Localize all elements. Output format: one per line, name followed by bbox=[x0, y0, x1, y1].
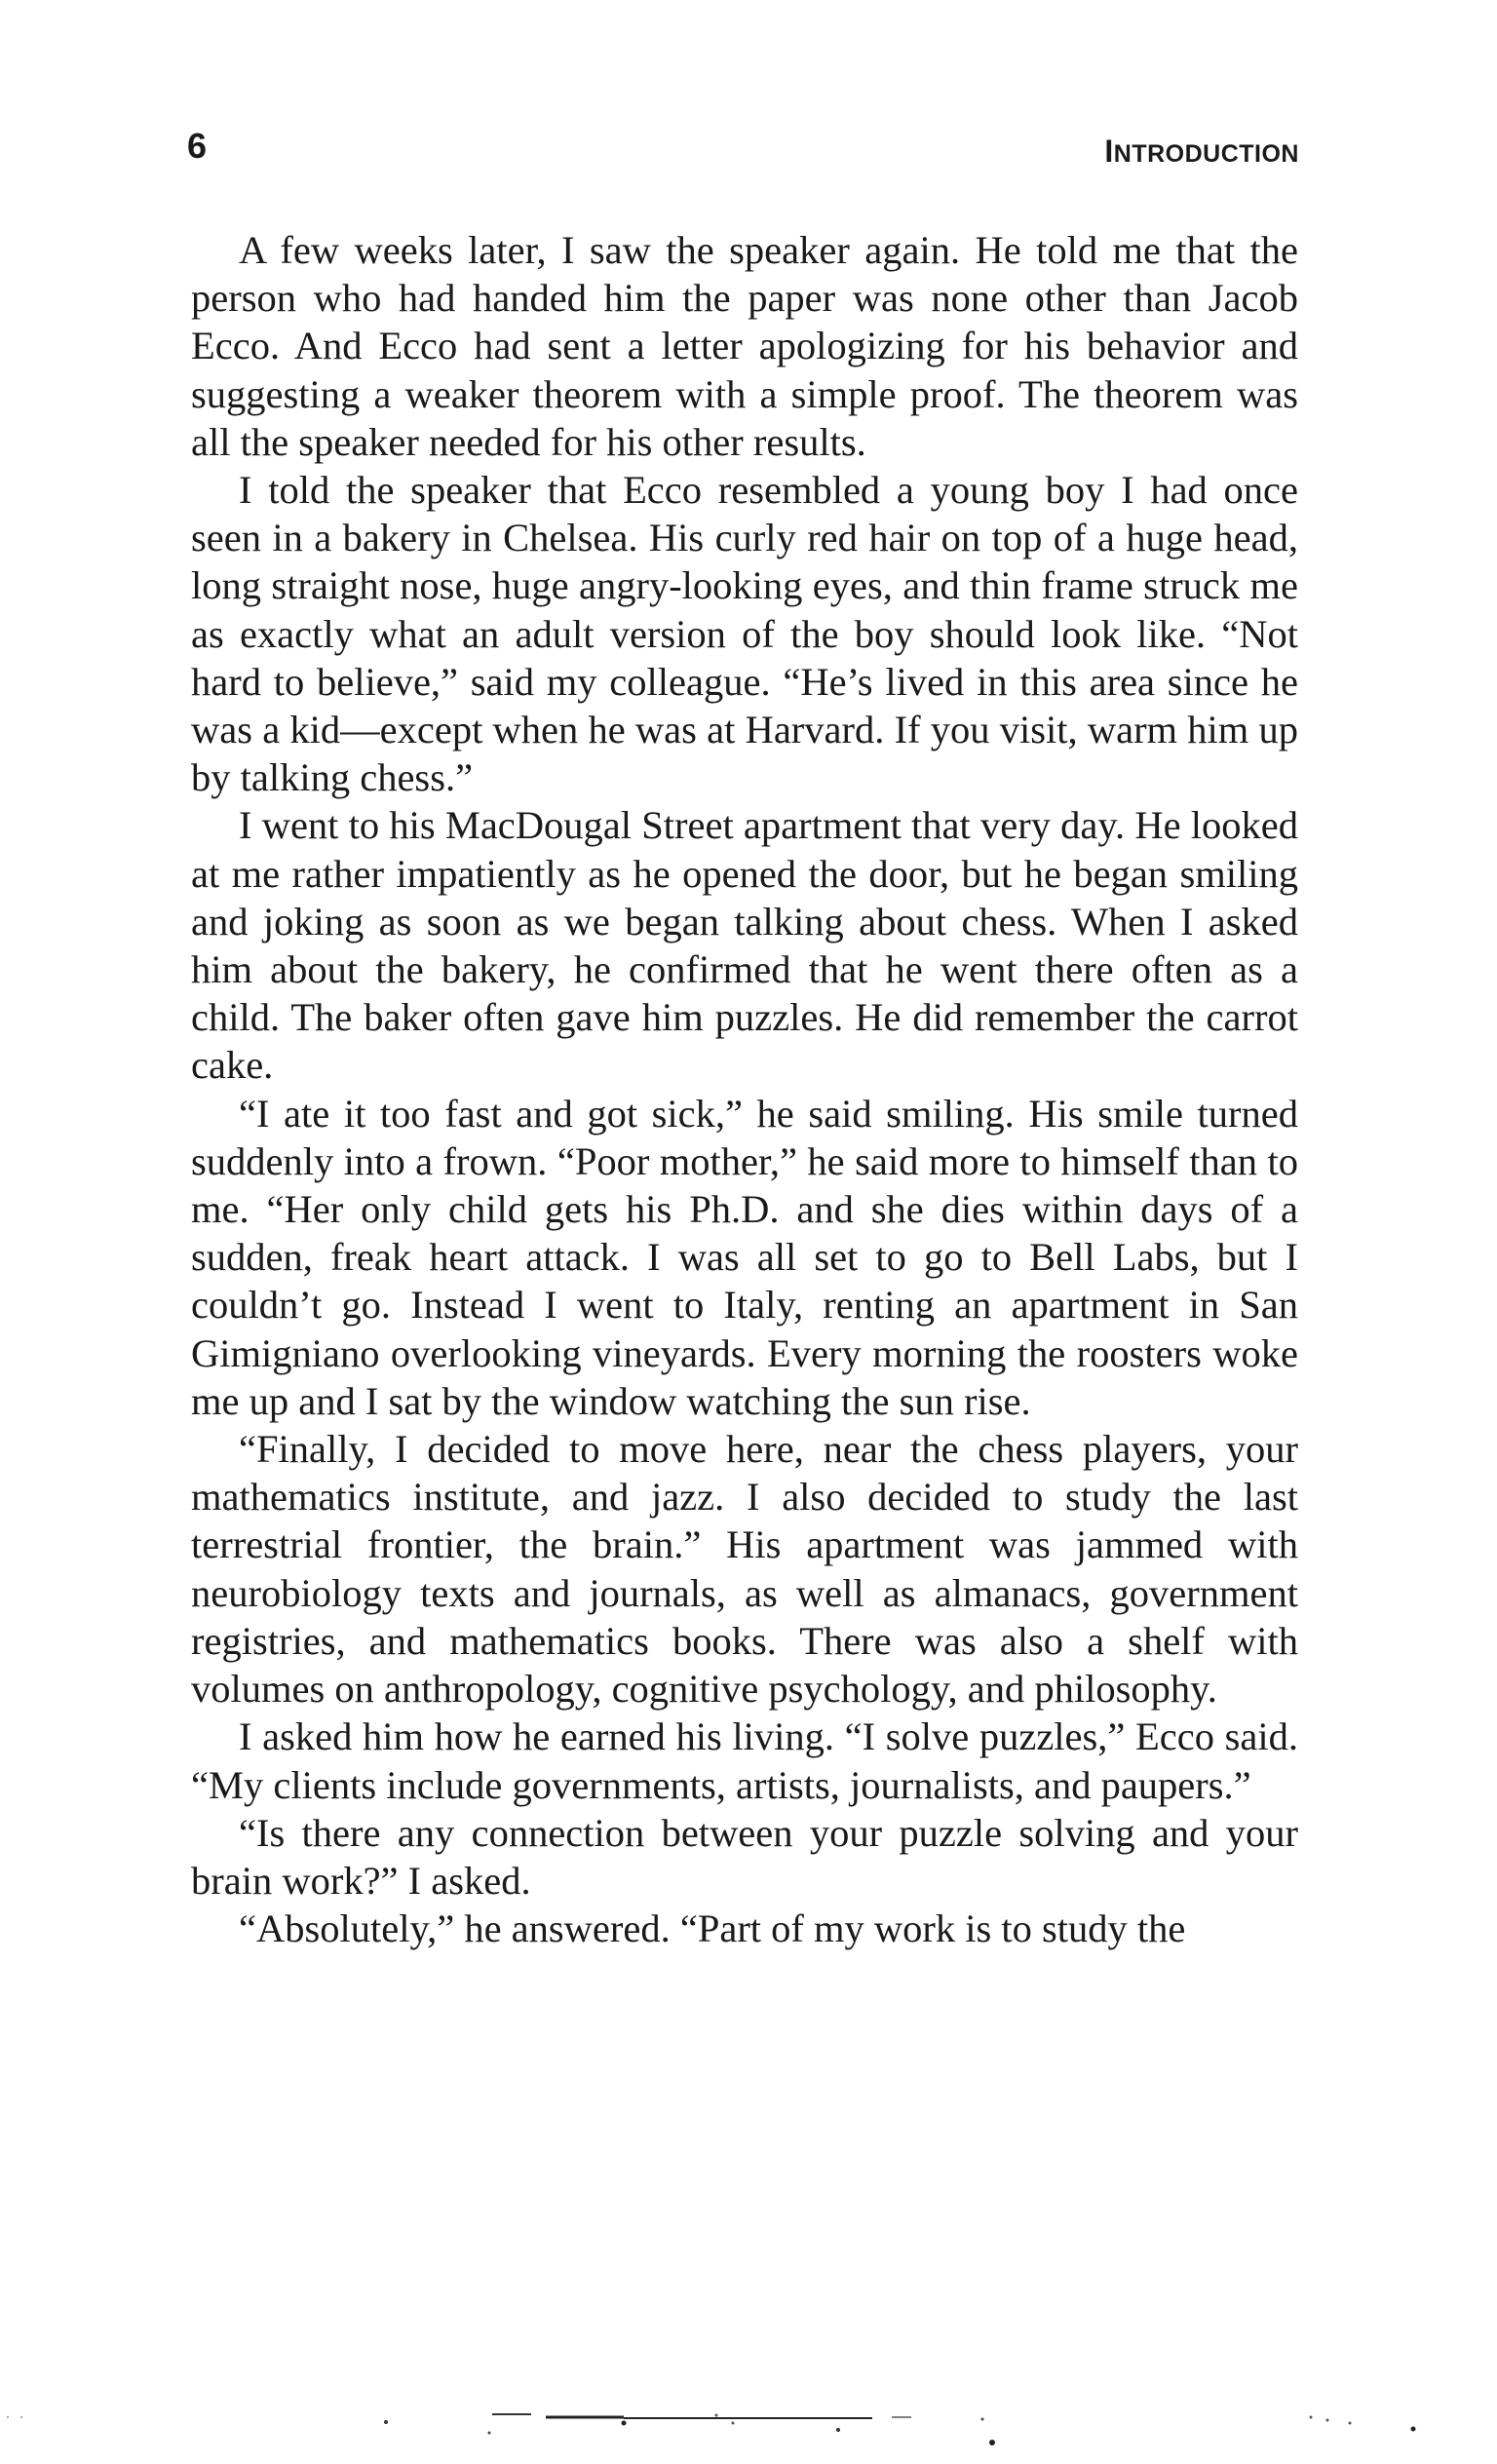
running-head-rest: NTRODUCTION bbox=[1113, 140, 1299, 168]
running-head-initial: I bbox=[1104, 134, 1114, 169]
scan-artifacts bbox=[0, 2378, 1497, 2464]
paragraph: “Absolutely,” he answered. “Part of my work is to study the bbox=[239, 1906, 1186, 1951]
paragraph: “Finally, I decided to move here, near the chess players, your mathematics institute, and jazz. I also decided to study the last terrestrial frontier, the brain.” His apartment was jammed with neurobiology texts and journals, as well as almanacs, government registries, and mathematics books. There was also a shelf with volumes on anthropology, cognitive psychology, and philosophy. bbox=[191, 1427, 1298, 1712]
page-number: 6 bbox=[187, 126, 208, 166]
paragraph: I told the speaker that Ecco resembled a young boy I had once seen in a bakery in Chelsea. His curly red hair on top of a huge head, long straight nose, huge angry-looking eyes, and thin frame struck me as exactly what an adult version of the boy should look like. “Not hard to believe,” said my colleague. “He’s lived in this area since he was a kid—except when he was at Harvard. If you visit, warm him up by talking chess.” bbox=[191, 468, 1298, 800]
paragraph: A few weeks later, I saw the speaker again. He told me that the person who had handed him the paper was none other than Jacob Ecco. And Ecco had sent a letter apologizing for his behavior and suggesting a weaker theorem with a simple proof. The theorem was all the speaker needed for his other results. bbox=[191, 228, 1298, 464]
body-text bbox=[191, 226, 1298, 1952]
running-head bbox=[1104, 134, 1299, 172]
paragraph: I went to his MacDougal Street apartment that very day. He looked at me rather impatiently as he opened the door, but he began smiling and joking as soon as we began talking about chess. When I asked him about the bakery, he confirmed that he went there often as a child. The baker often gave him puzzles. He did remember the carrot cake. bbox=[191, 803, 1298, 1088]
paragraph: “I ate it too fast and got sick,” he said smiling. His smile turned suddenly into a frown. “Poor mother,” he said more to himself than to me. “Her only child gets his Ph.D. and she dies within days of a sudden, freak heart attack. I was all set to go to Bell Labs, but I couldn’t go. Instead I went to Italy, renting an apartment in San Gimigniano overlooking vineyards. Every morning the roosters woke me up and I sat by the window watching the sun rise. bbox=[191, 1091, 1298, 1423]
paragraph: I asked him how he earned his living. “I solve puzzles,” Ecco said. “My clients include governments, artists, journalists, and paupers.” bbox=[191, 1714, 1298, 1807]
scan-specks-graphic bbox=[0, 2378, 1497, 2464]
paragraph: “Is there any connection between your puzzle solving and your brain work?” I asked. bbox=[191, 1810, 1298, 1903]
